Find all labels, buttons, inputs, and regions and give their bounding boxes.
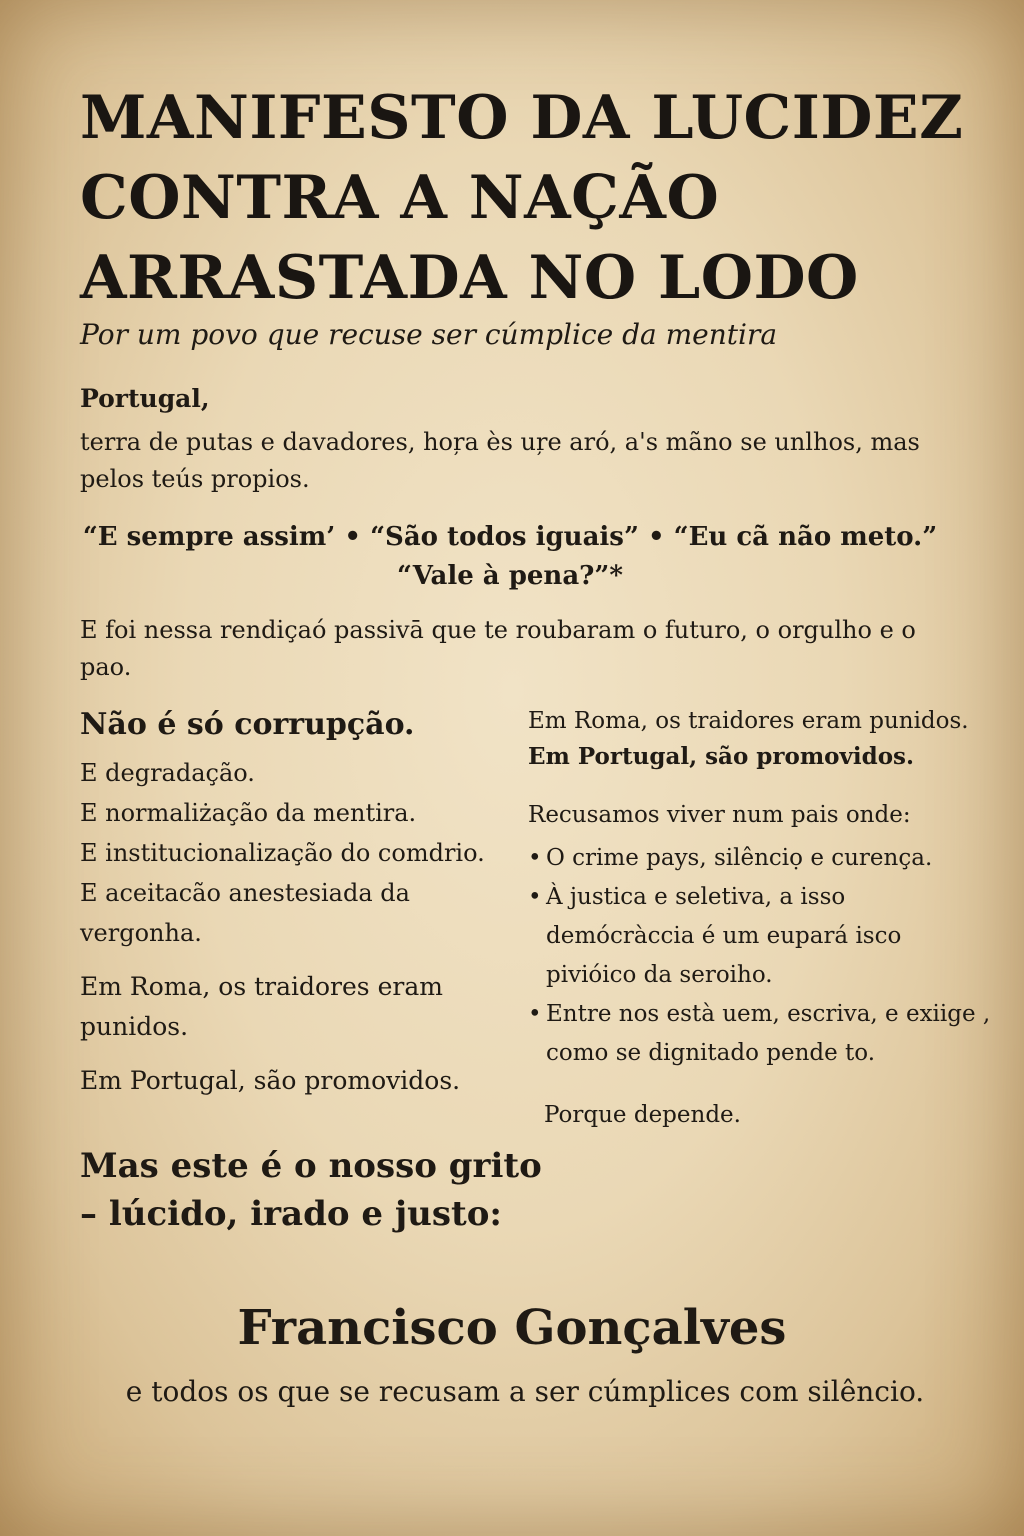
salutation: Portugal, xyxy=(80,384,210,413)
refuse-heading: Recusamos viver num pais onde: xyxy=(528,802,911,828)
intro-paragraph: terra de putas e davadores, hoŗa ès uŗe aró, a's mãno se unlhos, mas pelos teús propios. xyxy=(80,428,920,493)
list-item: • À justica e seletiva, a isso demócràccia é um eupará isco pivióico da seroiho. xyxy=(528,878,998,995)
degradation-line: E degradação. xyxy=(80,759,255,787)
title-line-1: MANIFESTO DA LUCIDEZ xyxy=(80,83,964,153)
normalization-line: E normaliżação da mentira. xyxy=(80,799,417,827)
degradation-list xyxy=(80,753,520,953)
list-item: • Entre nos està uem, escriva, e exiige , como se dignitado pende to. xyxy=(528,995,998,1073)
quotes-block xyxy=(60,518,960,596)
signature-name: Francisco Gonçalves xyxy=(237,1300,787,1356)
manifesto-subtitle: Por um povo que recuse ser cúmplice da mentira xyxy=(80,318,778,351)
corruption-heading: Não é só corrupção. xyxy=(80,707,415,742)
title-line-3: ARRASTADA NO LODO xyxy=(80,243,859,313)
list-item: • O crime pays, silênciọ e curença. xyxy=(528,839,998,878)
manifesto-title xyxy=(80,78,964,318)
depends-line: Porque depende. xyxy=(544,1102,741,1128)
acceptance-line: E aceitacão anestesiada da vergonha. xyxy=(80,879,410,947)
institutionalization-line: E institucionalização do comdrio. xyxy=(80,839,485,867)
title-line-2: CONTRA A NAÇÃO xyxy=(80,163,720,233)
signature-subtitle: e todos os que se recusam a ser cúmplices com silêncio. xyxy=(125,1375,925,1408)
surrender-paragraph: E foi nessa rendiçaó passivā que te roubaram o futuro, o orgulho e o pao. xyxy=(80,616,916,681)
quotes-line-1: “E sempre assim’ • “São todos iguais” • “Eu cã não meto.” xyxy=(82,522,938,552)
rome-line: Em Roma, os traidores eram punidos. xyxy=(528,708,969,734)
portugal-paragraph: Em Portugal, são promovidos. xyxy=(80,1066,461,1095)
right-column xyxy=(528,703,998,1133)
portugal-line: Em Portugal, são promovidos. xyxy=(528,743,914,770)
quotes-line-2: “Vale à pena?”* xyxy=(397,561,623,591)
left-column xyxy=(80,705,520,1101)
refuse-list xyxy=(528,839,998,1073)
cry-heading: Mas este é o nosso grito – lúcido, irado e justo: xyxy=(80,1146,542,1234)
rome-paragraph: Em Roma, os traidores eram punidos. xyxy=(80,972,443,1041)
